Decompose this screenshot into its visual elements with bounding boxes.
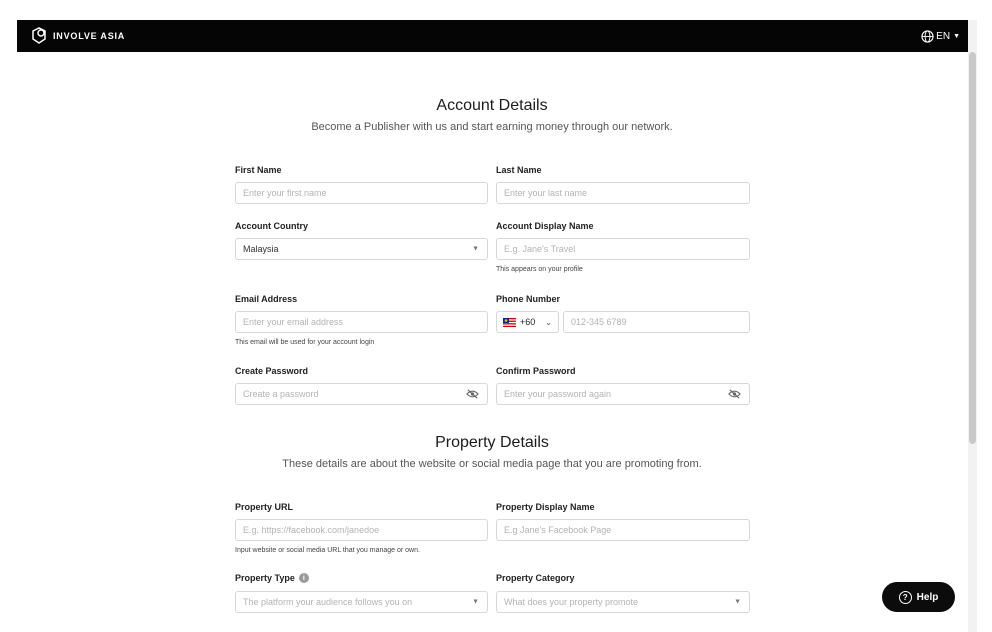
account-country-select[interactable]	[235, 238, 488, 260]
property-url-placeholder: E.g. https://facebook.com/janedoe	[243, 525, 380, 535]
chevron-down-icon: ▼	[953, 32, 960, 40]
phone-country-code-select[interactable]	[496, 311, 559, 333]
involve-asia-logo-icon	[29, 27, 49, 45]
account-display-name-input[interactable]	[496, 238, 750, 260]
eye-off-icon	[466, 389, 479, 399]
property-details-subtitle: These details are about the website or social media page that you are promoting from.	[282, 458, 702, 470]
info-icon[interactable]: i	[299, 573, 309, 583]
property-type-label-text: Property Type	[235, 573, 295, 583]
brand-logo[interactable]	[29, 27, 125, 45]
last-name-input[interactable]	[496, 182, 750, 204]
property-category-placeholder: What does your property promote	[504, 597, 639, 607]
property-display-name-placeholder: E.g Jane's Facebook Page	[504, 525, 612, 535]
property-category-select[interactable]	[496, 591, 750, 613]
create-password-label: Create Password	[235, 366, 309, 376]
email-placeholder: Enter your email address	[243, 317, 344, 327]
phone-number-input[interactable]	[563, 311, 750, 333]
phone-country-code: +60	[520, 317, 536, 327]
account-display-name-label: Account Display Name	[496, 221, 594, 231]
eye-off-icon	[728, 389, 741, 399]
property-category-label: Property Category	[496, 573, 575, 583]
property-type-select[interactable]	[235, 591, 488, 613]
property-type-label	[235, 573, 309, 583]
property-url-helper: Input website or social media URL that you manage or own.	[235, 547, 420, 554]
last-name-label: Last Name	[496, 165, 542, 175]
account-country-label: Account Country	[235, 221, 308, 231]
account-display-name-placeholder: E.g. Jane's Travel	[504, 244, 576, 254]
property-type-placeholder: The platform your audience follows you on	[243, 597, 413, 607]
confirm-password-label: Confirm Password	[496, 366, 576, 376]
account-display-name-helper: This appears on your profile	[496, 266, 583, 273]
property-details-title: Property Details	[435, 434, 549, 451]
language-code: EN	[936, 30, 951, 42]
first-name-input[interactable]	[235, 182, 488, 204]
create-password-placeholder: Create a password	[243, 389, 319, 399]
toggle-password-visibility[interactable]	[466, 389, 479, 399]
top-navbar	[17, 20, 968, 52]
first-name-label: First Name	[235, 165, 282, 175]
confirm-password-placeholder: Enter your password again	[504, 389, 612, 399]
language-selector[interactable]	[921, 30, 960, 43]
malaysia-flag-icon	[503, 318, 516, 327]
chevron-down-icon: ▼	[472, 245, 479, 253]
chevron-down-icon: ⌄	[545, 317, 552, 327]
account-details-subtitle: Become a Publisher with us and start earning money through our network.	[311, 121, 673, 133]
help-button[interactable]	[882, 582, 955, 612]
email-label: Email Address	[235, 294, 298, 304]
phone-number-placeholder: 012-345 6789	[571, 317, 627, 327]
toggle-confirm-password-visibility[interactable]	[728, 389, 741, 399]
create-password-input[interactable]	[235, 383, 488, 405]
chevron-down-icon: ▼	[734, 598, 741, 606]
globe-icon	[921, 30, 934, 43]
account-country-value: Malaysia	[243, 244, 279, 254]
email-helper: This email will be used for your account login	[235, 339, 375, 346]
first-name-placeholder: Enter your first name	[243, 188, 327, 198]
phone-number-label: Phone Number	[496, 294, 561, 304]
question-mark-icon: ?	[899, 591, 912, 604]
account-details-title: Account Details	[436, 97, 548, 114]
property-url-label: Property URL	[235, 502, 294, 512]
chevron-down-icon: ▼	[472, 598, 479, 606]
property-url-input[interactable]	[235, 519, 488, 541]
last-name-placeholder: Enter your last name	[504, 188, 588, 198]
property-display-name-input[interactable]	[496, 519, 750, 541]
brand-name: INVOLVE ASIA	[53, 31, 126, 41]
email-input[interactable]	[235, 311, 488, 333]
help-button-label: Help	[916, 591, 939, 603]
confirm-password-input[interactable]	[496, 383, 750, 405]
property-display-name-label: Property Display Name	[496, 502, 595, 512]
